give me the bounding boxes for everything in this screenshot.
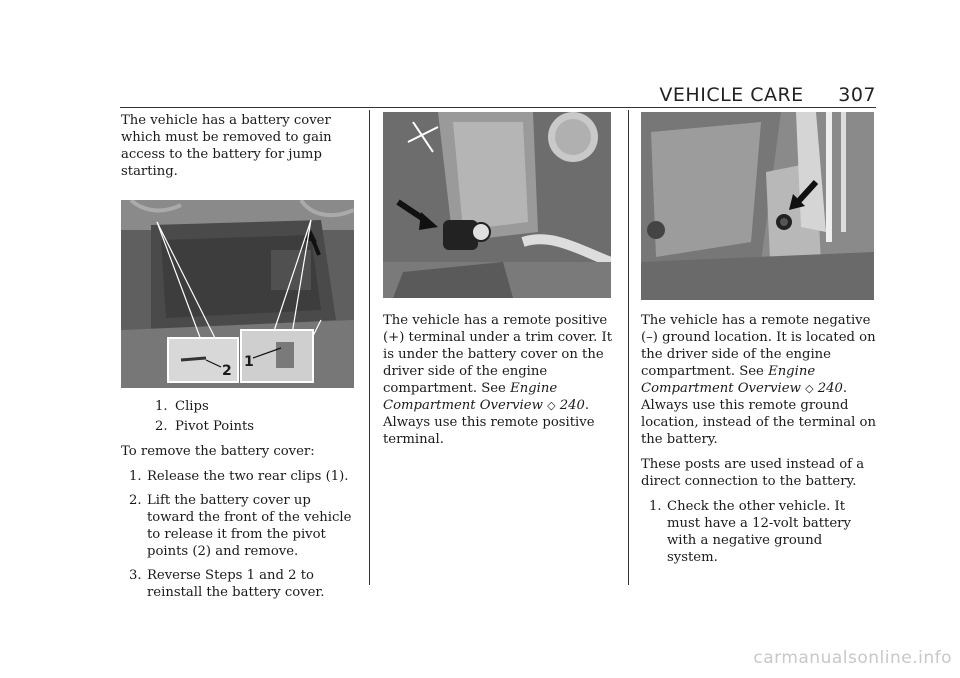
page-ref-number[interactable]: 240 [559,398,585,413]
page-header [659,84,876,106]
list-item: 1. Release the two rear clips (1). [129,469,349,484]
callout-1: 1 [244,354,254,370]
column-3 [641,112,877,573]
page-ref-number[interactable]: 240 [817,381,843,396]
posts-paragraph: These posts are used instead of a direct connection to the battery. [641,457,865,489]
positive-terminal-figure [383,112,611,298]
legend-item: 1. Clips [155,399,209,414]
remove-steps [121,468,359,601]
battery-cover-illustration [121,200,354,388]
column-divider-1 [369,110,370,585]
page-number: 307 [838,84,876,106]
jump-start-steps [641,498,877,566]
section-title: VEHICLE CARE [659,84,804,106]
column-divider-2 [628,110,629,585]
positive-terminal-illustration [383,112,611,298]
list-item: 1. Check the other vehicle. It must have a 12-volt battery with a negative ground system. [649,499,851,565]
header-rule [120,107,876,108]
positive-terminal-text: The vehicle has a remote positive (+) terminal under a trim cover. It is under the battery cover on the driver side of the engine compartment. See Engine Compartment Overview ◇ 240. Always use this remote positive terminal. [383,313,613,447]
engine-compartment-link[interactable]: Engine Compartment Overview [641,364,816,396]
column-2 [383,112,616,456]
negative-ground-figure [641,112,874,300]
column-1 [121,112,359,608]
battery-cover-figure [121,200,354,388]
legend-item: 2. Pivot Points [155,419,255,434]
figure-legend [121,398,359,435]
watermark: carmanualsonline.info [753,648,952,668]
negative-ground-illustration [641,112,874,300]
battery-cover-intro: The vehicle has a battery cover which must be removed to gain access to the battery for jump starting. [121,113,332,179]
negative-ground-text: The vehicle has a remote negative (–) ground location. It is located on the driver side of the engine compartment. See Engine Compartment Overview ◇ 240. Always use this remote ground location, instead of the terminal on the battery. [641,313,876,447]
page-ref-icon: ◇ [805,382,814,395]
callout-2: 2 [222,363,232,379]
list-item: 2. Lift the battery cover up toward the front of the vehicle to release it from the pivot points (2) and remove. [129,493,352,559]
engine-compartment-link[interactable]: Engine Compartment Overview [383,381,558,413]
list-item: 3. Reverse Steps 1 and 2 to reinstall the battery cover. [129,568,325,600]
page-ref-icon: ◇ [547,399,556,412]
remove-heading: To remove the battery cover: [121,444,315,459]
